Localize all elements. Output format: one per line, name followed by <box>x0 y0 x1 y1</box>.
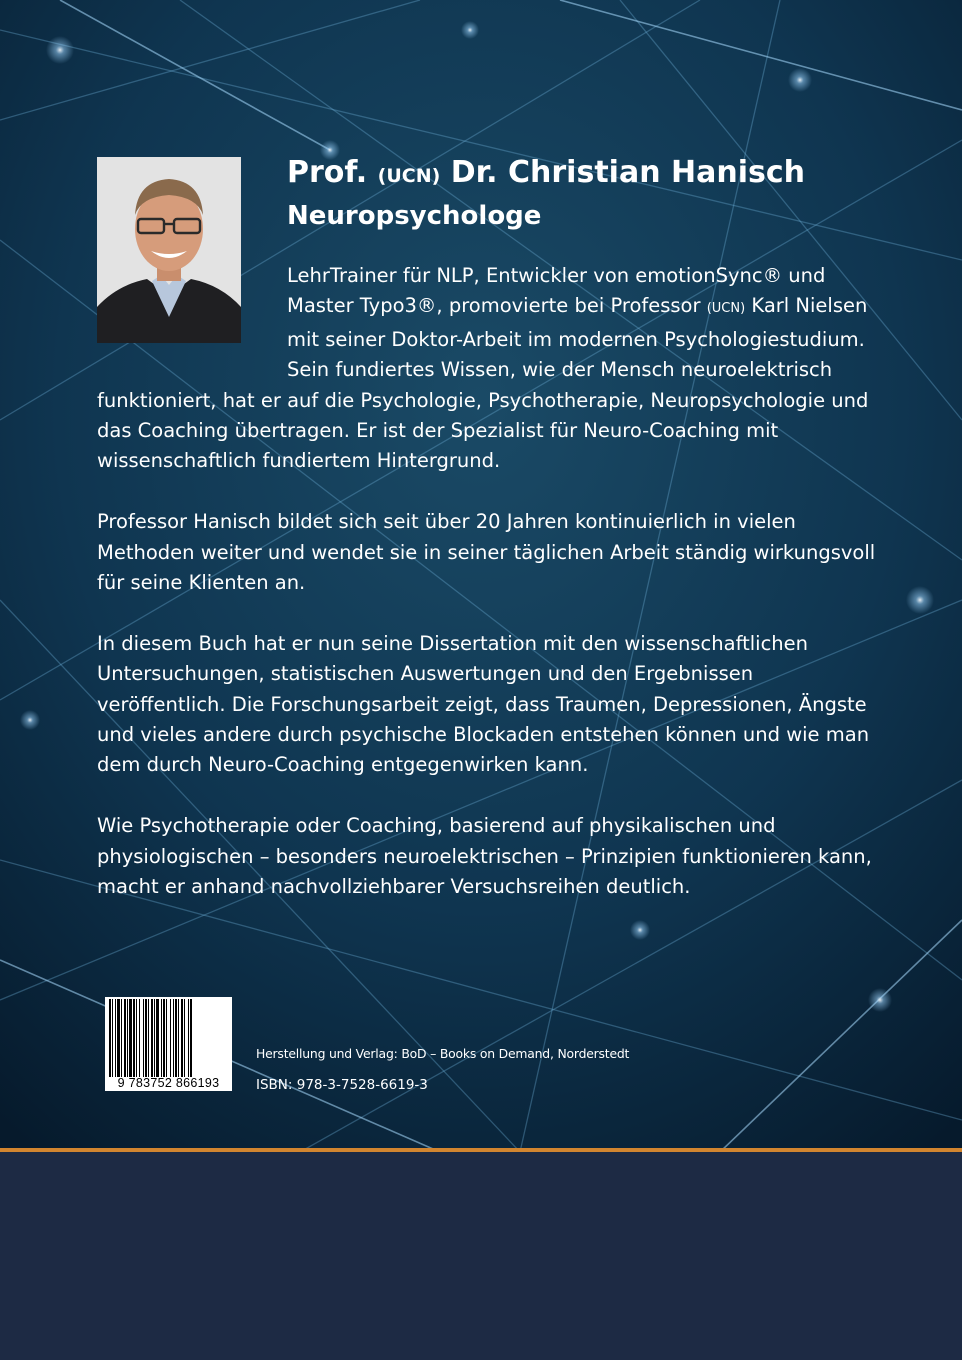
bio-paragraph-4: Wie Psychotherapie oder Coaching, basierend auf physikalischen und physiologischen – besonders neuroelektrischen – Prinzipien funktionieren kann, macht er anhand nachvollziehbarer Versuchsreihen deutlich. <box>97 814 872 899</box>
barcode-digits: 9 783752 866193 <box>117 1076 220 1090</box>
author-name: Dr. Christian Hanisch <box>450 155 805 190</box>
isbn-text: ISBN: 978-3-7528-6619-3 <box>256 1077 428 1093</box>
bio-p1-ucn: (UCN) <box>706 301 746 317</box>
bio-paragraph-1 <box>97 261 877 477</box>
bio-paragraph-2: Professor Hanisch bildet sich seit über 20 Jahren kontinuierlich in vielen Methoden weiter und wendet sie in seiner täglichen Arbeit ständig wirkungsvoll für seine Klienten an. <box>97 510 876 595</box>
author-heading <box>287 152 927 235</box>
footer-band <box>0 1152 962 1360</box>
bio-p1-a: LehrTrainer für NLP, Entwickler von emotionSync® und Master Typo3®, promovierte bei Professor <box>287 264 826 318</box>
bio-text <box>97 261 877 933</box>
isbn-barcode <box>105 997 232 1091</box>
imprint-text: Herstellung und Verlag: BoD – Books on Demand, Norderstedt <box>256 1046 630 1061</box>
ucn-label: (UCN) <box>377 165 441 187</box>
name-prefix: Prof. <box>287 155 368 190</box>
bio-paragraph-3: In diesem Buch hat er nun seine Dissertation mit den wissenschaftlichen Untersuchungen, statistischen Auswertungen und den Ergebnissen veröffentlich. Die Forschungsarbeit zeigt, dass Traumen, Depressionen, Ängste und vieles andere durch psychische Blockaden entstehen können und wie man dem durch Neuro-Coaching entgegenwirken kann. <box>97 631 870 777</box>
author-profession: Neuropsychologe <box>287 201 542 231</box>
bio-p1-b: Karl Nielsen mit seiner Doktor-Arbeit im modernen Psychologiestudium. Sein fundiertes Wissen, wie der Mensch neuroelektrisch funktioniert, hat er auf die Psychologie, Psychotherapie, Neuropsychologie und das Coaching übertragen. Er ist der Spezialist für Neuro-Coaching mit wissenschaftlich fundiertem Hintergrund. <box>97 294 869 473</box>
